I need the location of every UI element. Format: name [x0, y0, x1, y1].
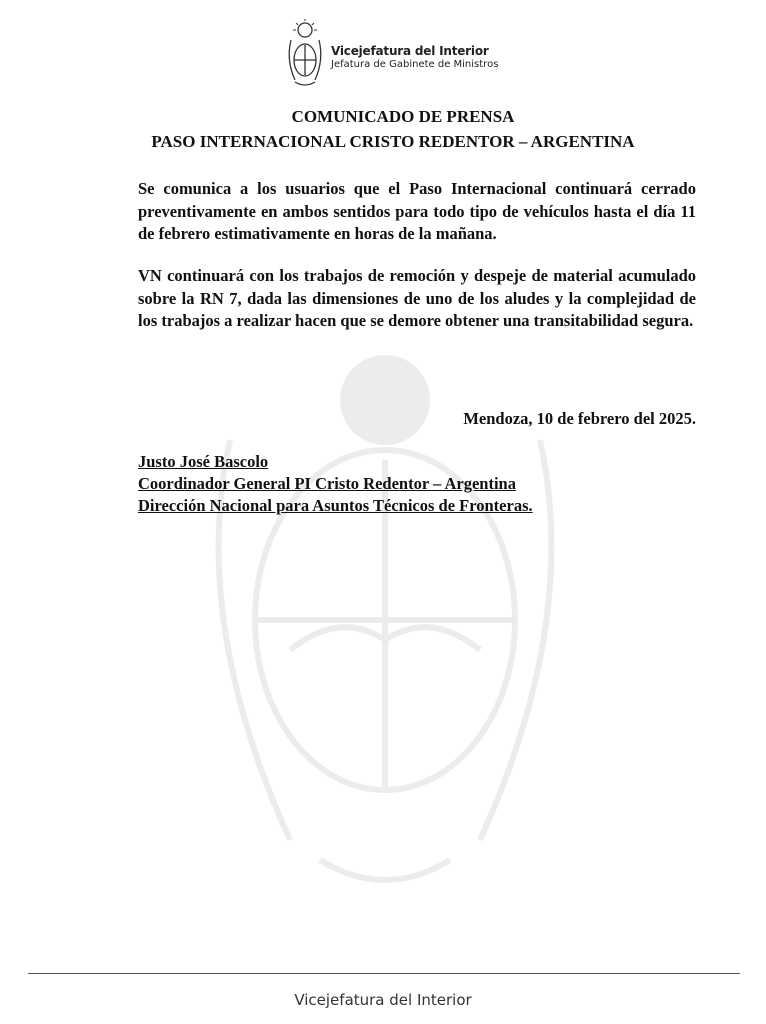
document-subtitle: PASO INTERNACIONAL CRISTO REDENTOR – ARGENTINA — [151, 132, 635, 151]
signatory-name: Justo José Bascolo — [138, 452, 269, 471]
signatory-department: Dirección Nacional para Asuntos Técnicos de Fronteras. — [138, 496, 533, 515]
signatory-role: Coordinador General PI Cristo Redentor – Argentina — [138, 474, 516, 493]
org-name: Vicejefatura del Interior — [331, 44, 489, 58]
org-subtitle: Jefatura de Gabinete de Ministros — [331, 59, 499, 70]
footer-text: Vicejefatura del Interior — [294, 991, 472, 1009]
argentine-seal-icon — [285, 18, 325, 94]
paragraph-2: VN continuará con los trabajos de remoción y despeje de material acumulado sobre la RN 7, dada las dimensiones de uno de los aludes y la complejidad de los trabajos a realizar hacen que se demore obtener una transitabilidad segura. — [138, 266, 696, 330]
document-title: COMUNICADO DE PRENSA — [291, 107, 515, 126]
signature-block — [138, 451, 533, 517]
letterhead — [285, 18, 545, 96]
paragraph-1: Se comunica a los usuarios que el Paso Internacional continuará cerrado preventivamente en ambos sentidos para todo tipo de vehículos hasta el día 11 de febrero estimativamente en horas de la mañana. — [138, 179, 696, 243]
place-date: Mendoza, 10 de febrero del 2025. — [463, 409, 696, 428]
footer-divider — [28, 973, 740, 974]
